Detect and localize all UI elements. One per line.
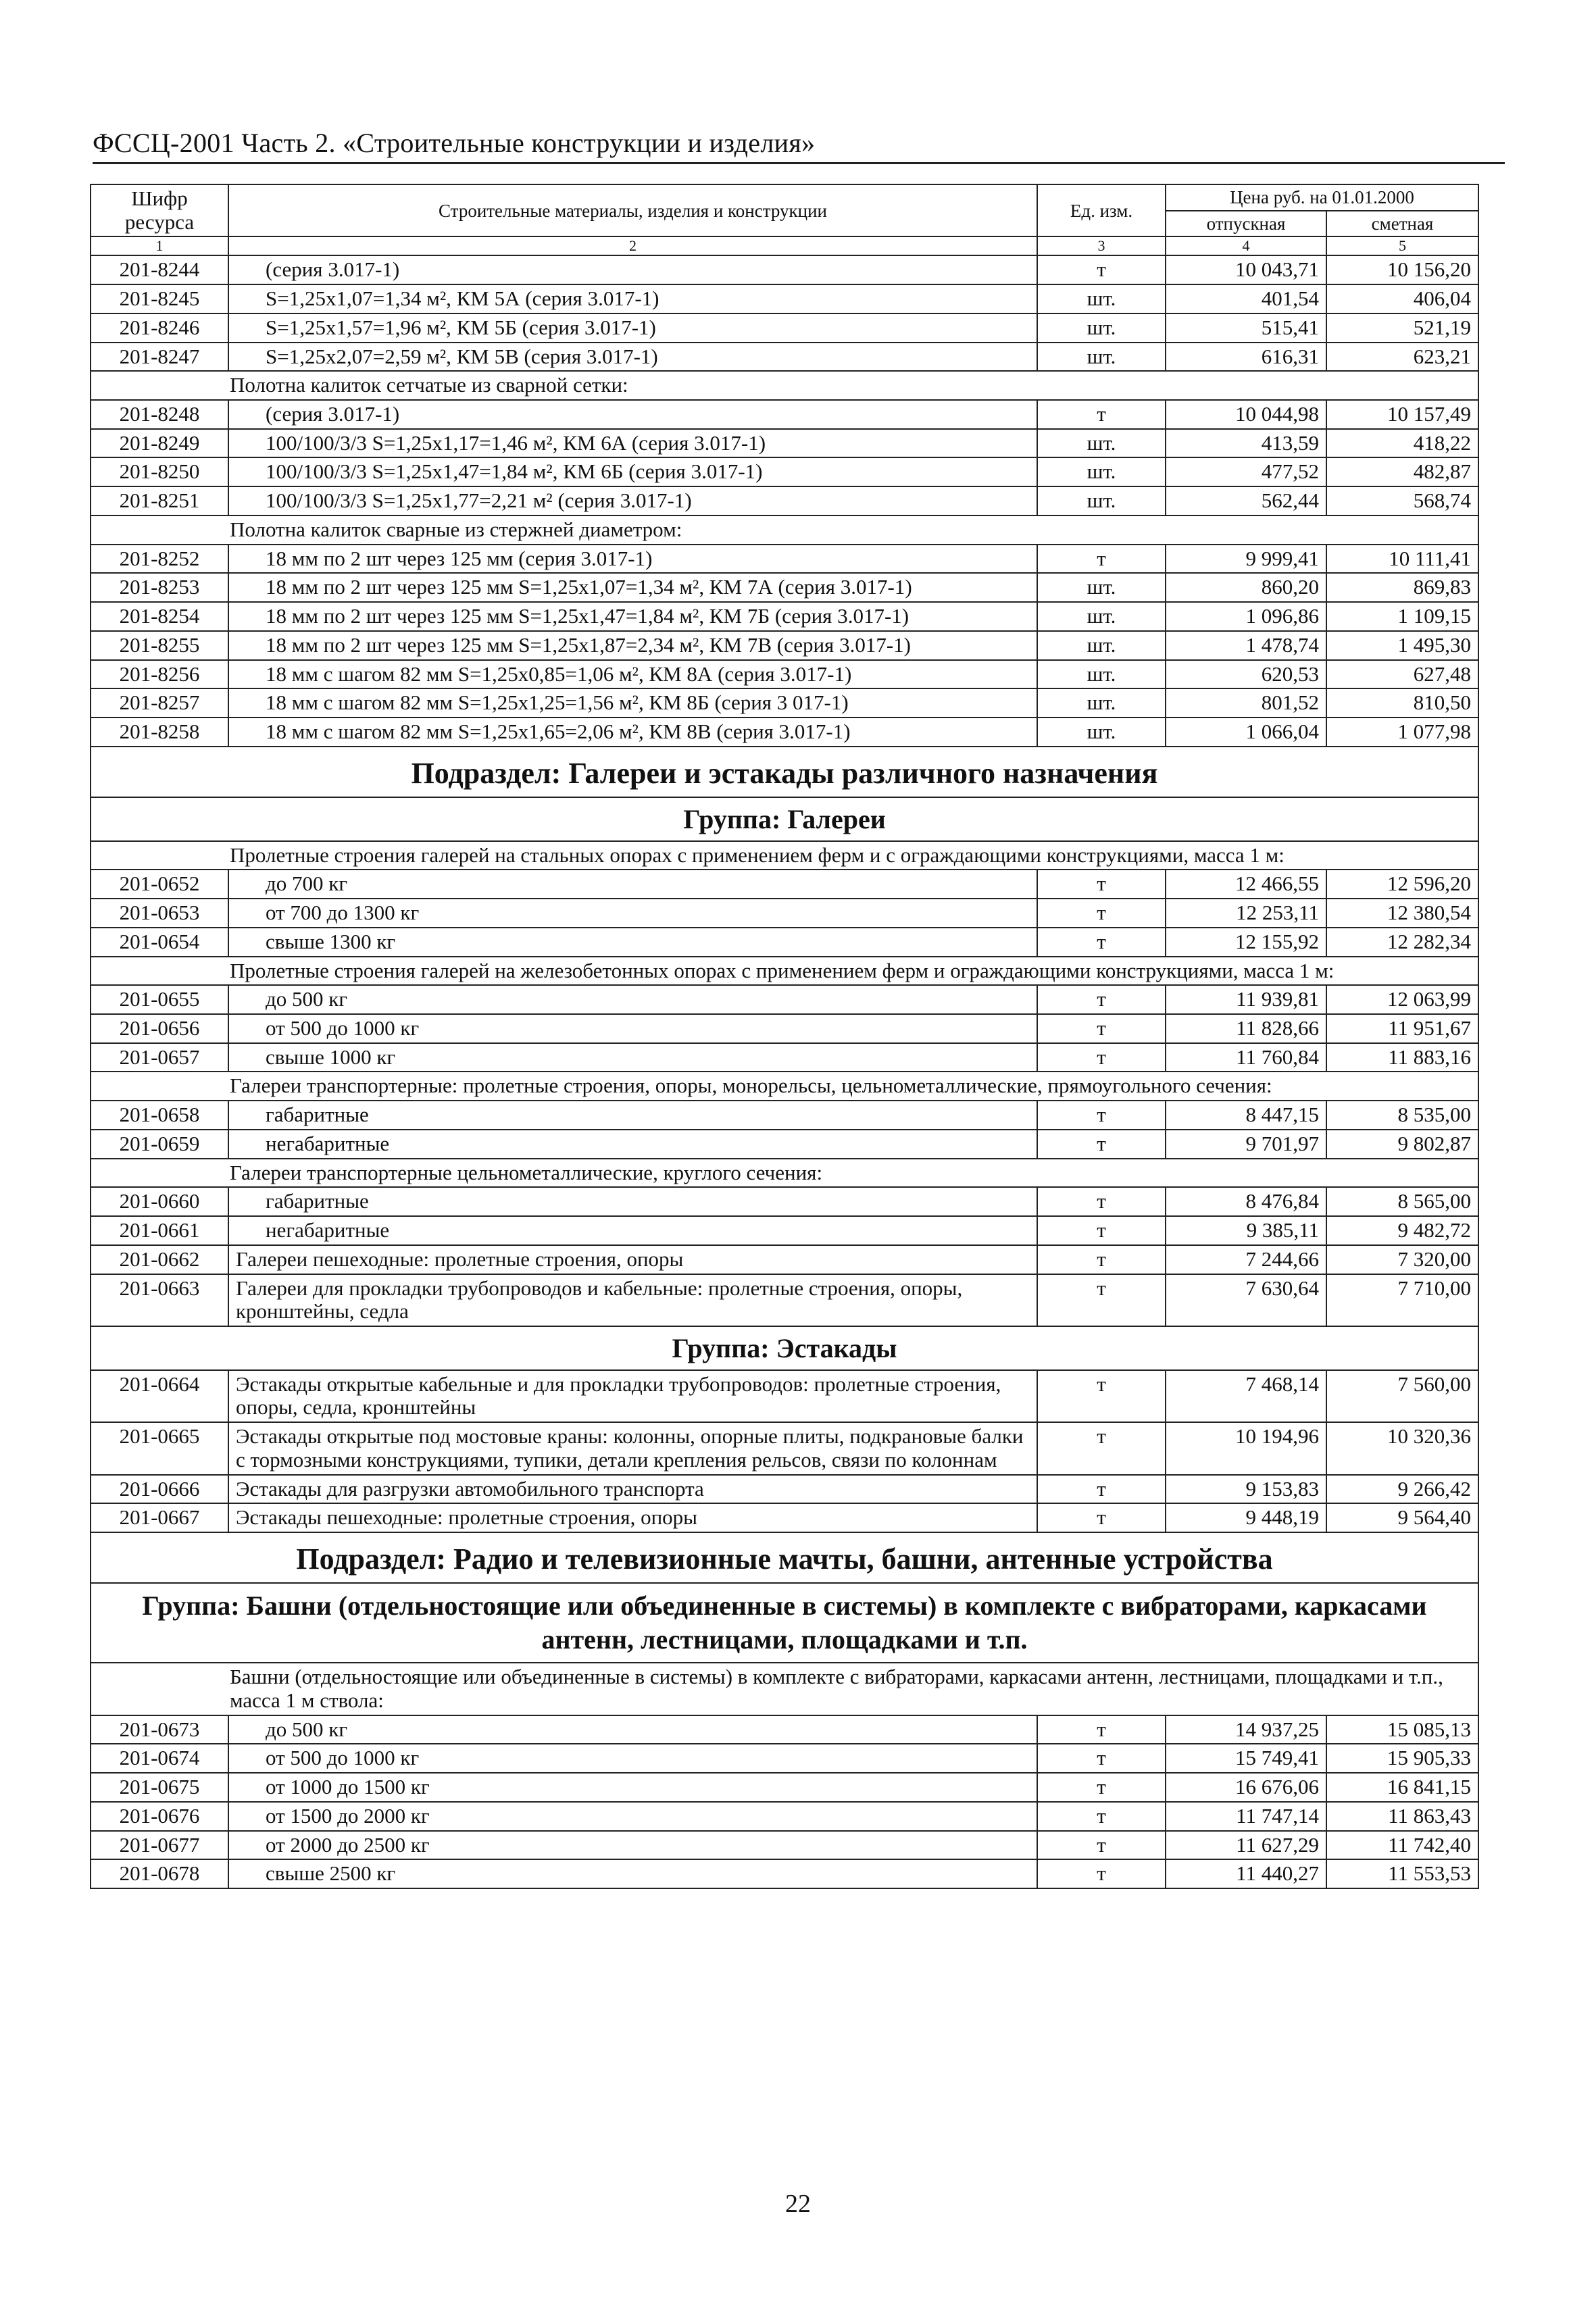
release-price: 1 478,74 [1166, 631, 1326, 660]
resource-code: 201-0655 [91, 985, 228, 1014]
release-price: 477,52 [1166, 457, 1326, 486]
release-price: 15 749,41 [1166, 1744, 1326, 1773]
estimate-price: 7 560,00 [1326, 1370, 1478, 1422]
resource-code: 201-8246 [91, 313, 228, 343]
unit-of-measure: т [1037, 1422, 1166, 1474]
resource-code: 201-0666 [91, 1475, 228, 1504]
resource-code: 201-8256 [91, 660, 228, 689]
item-name: 18 мм по 2 шт через 125 мм (серия 3.017-1) [228, 545, 1037, 574]
group-title: Группа: Галереи [91, 797, 1478, 841]
release-price: 9 448,19 [1166, 1503, 1326, 1532]
table-row [91, 985, 1478, 1014]
item-name: (серия 3.017-1) [228, 255, 1037, 284]
group-title-row [91, 797, 1478, 841]
item-name: 18 мм по 2 шт через 125 мм S=1,25x1,87=2,34 м², КМ 7В (серия 3.017-1) [228, 631, 1037, 660]
release-price: 616,31 [1166, 343, 1326, 372]
resource-code: 201-8257 [91, 688, 228, 718]
resource-code: 201-0652 [91, 870, 228, 899]
unit-of-measure: т [1037, 255, 1166, 284]
estimate-price: 10 156,20 [1326, 255, 1478, 284]
group-title-row [91, 1326, 1478, 1370]
unit-of-measure: т [1037, 1274, 1166, 1326]
item-name: S=1,25x2,07=2,59 м², КМ 5В (серия 3.017-1) [228, 343, 1037, 372]
unit-of-measure: т [1037, 870, 1166, 899]
table-row [91, 1101, 1478, 1130]
table-row [91, 255, 1478, 284]
column-number: 1 [91, 236, 228, 255]
item-name: 100/100/3/3 S=1,25x1,77=2,21 м² (серия 3.017-1) [228, 486, 1037, 515]
estimate-price: 16 841,15 [1326, 1773, 1478, 1802]
group-header-row [91, 841, 1478, 870]
unit-of-measure: т [1037, 1503, 1166, 1532]
release-price: 413,59 [1166, 429, 1326, 458]
item-name: до 700 кг [228, 870, 1037, 899]
estimate-price: 810,50 [1326, 688, 1478, 718]
group-header: Галереи транспортерные: пролетные строения, опоры, монорельсы, цельнометаллические, прямоугольного сечения: [91, 1072, 1478, 1101]
resource-code: 201-0677 [91, 1831, 228, 1860]
header-price: Цена руб. на 01.01.2000 [1166, 184, 1478, 211]
estimate-price: 1 077,98 [1326, 718, 1478, 747]
table-row [91, 1274, 1478, 1326]
unit-of-measure: т [1037, 899, 1166, 928]
table-row [91, 928, 1478, 957]
item-name: (серия 3.017-1) [228, 400, 1037, 429]
table-row [91, 400, 1478, 429]
item-name: 18 мм по 2 шт через 125 мм S=1,25x1,47=1,84 м², КМ 7Б (серия 3.017-1) [228, 602, 1037, 631]
release-price: 9 701,97 [1166, 1130, 1326, 1159]
subsection-row [91, 747, 1478, 797]
unit-of-measure: т [1037, 1744, 1166, 1773]
table-row [91, 602, 1478, 631]
unit-of-measure: шт. [1037, 660, 1166, 689]
item-name: свыше 1300 кг [228, 928, 1037, 957]
header-name: Строительные материалы, изделия и конструкции [228, 184, 1037, 236]
table-row [91, 1370, 1478, 1422]
unit-of-measure: т [1037, 545, 1166, 574]
resource-code: 201-0653 [91, 899, 228, 928]
group-title: Группа: Эстакады [91, 1326, 1478, 1370]
table-row [91, 457, 1478, 486]
header-unit: Ед. изм. [1037, 184, 1166, 236]
group-header: Полотна калиток сетчатые из сварной сетки: [91, 371, 1478, 400]
resource-code: 201-0678 [91, 1859, 228, 1888]
unit-of-measure: шт. [1037, 631, 1166, 660]
item-name: Эстакады открытые кабельные и для прокладки трубопроводов: пролетные строения, опоры, седла, кронштейны [228, 1370, 1037, 1422]
table-row [91, 284, 1478, 313]
release-price: 12 155,92 [1166, 928, 1326, 957]
release-price: 1 066,04 [1166, 718, 1326, 747]
table-row [91, 870, 1478, 899]
release-price: 16 676,06 [1166, 1773, 1326, 1802]
resource-code: 201-8253 [91, 573, 228, 602]
unit-of-measure: шт. [1037, 573, 1166, 602]
unit-of-measure: т [1037, 1245, 1166, 1274]
release-price: 515,41 [1166, 313, 1326, 343]
table-row [91, 1130, 1478, 1159]
table-row [91, 1773, 1478, 1802]
resource-code: 201-0663 [91, 1274, 228, 1326]
unit-of-measure: т [1037, 1859, 1166, 1888]
table-row [91, 573, 1478, 602]
item-name: габаритные [228, 1101, 1037, 1130]
header-code: Шифр ресурса [91, 184, 228, 236]
table-row [91, 545, 1478, 574]
page-header: ФССЦ-2001 Часть 2. «Строительные конструкции и изделия» [93, 128, 816, 158]
unit-of-measure: т [1037, 1014, 1166, 1043]
unit-of-measure: т [1037, 1773, 1166, 1802]
unit-of-measure: шт. [1037, 602, 1166, 631]
resource-code: 201-0658 [91, 1101, 228, 1130]
resource-code: 201-0654 [91, 928, 228, 957]
resource-code: 201-0661 [91, 1216, 228, 1245]
resource-code: 201-0674 [91, 1744, 228, 1773]
release-price: 401,54 [1166, 284, 1326, 313]
group-header-row [91, 515, 1478, 545]
unit-of-measure: шт. [1037, 284, 1166, 313]
unit-of-measure: т [1037, 1187, 1166, 1216]
item-name: негабаритные [228, 1130, 1037, 1159]
unit-of-measure: шт. [1037, 688, 1166, 718]
resource-code: 201-0656 [91, 1014, 228, 1043]
group-header-row [91, 1663, 1478, 1715]
release-price: 7 630,64 [1166, 1274, 1326, 1326]
table-row [91, 718, 1478, 747]
release-price: 562,44 [1166, 486, 1326, 515]
unit-of-measure: шт. [1037, 457, 1166, 486]
estimate-price: 9 564,40 [1326, 1503, 1478, 1532]
table-row [91, 1014, 1478, 1043]
table-row [91, 1245, 1478, 1274]
release-price: 12 466,55 [1166, 870, 1326, 899]
group-header: Пролетные строения галерей на железобетонных опорах с применением ферм и ограждающими конструкциями, масса 1 м: [91, 957, 1478, 986]
item-name: S=1,25x1,07=1,34 м², КМ 5А (серия 3.017-1) [228, 284, 1037, 313]
page-number: 22 [785, 2190, 811, 2218]
item-name: Галереи пешеходные: пролетные строения, опоры [228, 1245, 1037, 1274]
table-row [91, 1859, 1478, 1888]
release-price: 10 044,98 [1166, 400, 1326, 429]
release-price: 8 476,84 [1166, 1187, 1326, 1216]
item-name: от 500 до 1000 кг [228, 1014, 1037, 1043]
unit-of-measure: т [1037, 928, 1166, 957]
release-price: 11 760,84 [1166, 1043, 1326, 1072]
estimate-price: 406,04 [1326, 284, 1478, 313]
item-name: 18 мм с шагом 82 мм S=1,25x1,65=2,06 м², КМ 8В (серия 3.017-1) [228, 718, 1037, 747]
release-price: 7 468,14 [1166, 1370, 1326, 1422]
item-name: Эстакады открытые под мостовые краны: колонны, опорные плиты, подкрановые балки с тормозными конструкциями, тупики, детали крепления рельсов, связи по колоннам [228, 1422, 1037, 1474]
release-price: 9 153,83 [1166, 1475, 1326, 1504]
table-row [91, 1715, 1478, 1744]
resource-code: 201-0664 [91, 1370, 228, 1422]
table-row [91, 1503, 1478, 1532]
subsection-title: Подраздел: Галереи и эстакады различного назначения [91, 747, 1478, 797]
estimate-price: 11 951,67 [1326, 1014, 1478, 1043]
estimate-price: 15 085,13 [1326, 1715, 1478, 1744]
unit-of-measure: шт. [1037, 313, 1166, 343]
unit-of-measure: шт. [1037, 429, 1166, 458]
estimate-price: 12 063,99 [1326, 985, 1478, 1014]
estimate-price: 11 742,40 [1326, 1831, 1478, 1860]
resource-code: 201-8250 [91, 457, 228, 486]
unit-of-measure: шт. [1037, 718, 1166, 747]
unit-of-measure: т [1037, 400, 1166, 429]
item-name: свыше 2500 кг [228, 1859, 1037, 1888]
release-price: 12 253,11 [1166, 899, 1326, 928]
resource-code: 201-0673 [91, 1715, 228, 1744]
resource-code: 201-8249 [91, 429, 228, 458]
resource-code: 201-0665 [91, 1422, 228, 1474]
estimate-price: 521,19 [1326, 313, 1478, 343]
table-body [91, 255, 1478, 1888]
group-header: Полотна калиток сварные из стержней диаметром: [91, 515, 1478, 545]
release-price: 14 937,25 [1166, 1715, 1326, 1744]
item-name: 100/100/3/3 S=1,25x1,47=1,84 м², КМ 6Б (серия 3.017-1) [228, 457, 1037, 486]
group-title: Группа: Башни (отдельностоящие или объединенные в системы) в комплекте с вибраторами, каркасами антенн, лестницами, площадками и т.п. [91, 1583, 1478, 1663]
table-row [91, 631, 1478, 660]
item-name: Галереи для прокладки трубопроводов и кабельные: пролетные строения, опоры, кронштейны, седла [228, 1274, 1037, 1326]
resource-code: 201-0662 [91, 1245, 228, 1274]
estimate-price: 12 380,54 [1326, 899, 1478, 928]
estimate-price: 8 535,00 [1326, 1101, 1478, 1130]
item-name: свыше 1000 кг [228, 1043, 1037, 1072]
table-row [91, 313, 1478, 343]
resource-code: 201-0676 [91, 1802, 228, 1831]
estimate-price: 627,48 [1326, 660, 1478, 689]
price-table [90, 184, 1479, 1889]
estimate-price: 12 282,34 [1326, 928, 1478, 957]
header-estimate-price: сметная [1326, 211, 1478, 237]
estimate-price: 10 320,36 [1326, 1422, 1478, 1474]
estimate-price: 11 883,16 [1326, 1043, 1478, 1072]
item-name: Эстакады для разгрузки автомобильного транспорта [228, 1475, 1037, 1504]
item-name: от 2000 до 2500 кг [228, 1831, 1037, 1860]
unit-of-measure: шт. [1037, 343, 1166, 372]
release-price: 11 939,81 [1166, 985, 1326, 1014]
release-price: 801,52 [1166, 688, 1326, 718]
group-header: Пролетные строения галерей на стальных опорах с применением ферм и с ограждающими конструкциями, масса 1 м: [91, 841, 1478, 870]
release-price: 8 447,15 [1166, 1101, 1326, 1130]
resource-code: 201-0675 [91, 1773, 228, 1802]
item-name: негабаритные [228, 1216, 1037, 1245]
release-price: 1 096,86 [1166, 602, 1326, 631]
estimate-price: 7 320,00 [1326, 1245, 1478, 1274]
item-name: габаритные [228, 1187, 1037, 1216]
estimate-price: 1 495,30 [1326, 631, 1478, 660]
release-price: 10 194,96 [1166, 1422, 1326, 1474]
item-name: от 1500 до 2000 кг [228, 1802, 1037, 1831]
table-row [91, 1475, 1478, 1504]
subsection-row [91, 1532, 1478, 1583]
release-price: 10 043,71 [1166, 255, 1326, 284]
estimate-price: 10 111,41 [1326, 545, 1478, 574]
group-header-row [91, 371, 1478, 400]
unit-of-measure: т [1037, 1101, 1166, 1130]
release-price: 9 385,11 [1166, 1216, 1326, 1245]
unit-of-measure: т [1037, 1715, 1166, 1744]
estimate-price: 15 905,33 [1326, 1744, 1478, 1773]
resource-code: 201-8245 [91, 284, 228, 313]
estimate-price: 8 565,00 [1326, 1187, 1478, 1216]
estimate-price: 12 596,20 [1326, 870, 1478, 899]
header-release-price: отпускная [1166, 211, 1326, 237]
group-header-row [91, 1159, 1478, 1188]
table-row [91, 899, 1478, 928]
resource-code: 201-8247 [91, 343, 228, 372]
item-name: до 500 кг [228, 985, 1037, 1014]
table-row [91, 1187, 1478, 1216]
estimate-price: 568,74 [1326, 486, 1478, 515]
unit-of-measure: т [1037, 985, 1166, 1014]
resource-code: 201-0657 [91, 1043, 228, 1072]
group-header: Галереи транспортерные цельнометаллические, круглого сечения: [91, 1159, 1478, 1188]
unit-of-measure: шт. [1037, 486, 1166, 515]
estimate-price: 482,87 [1326, 457, 1478, 486]
estimate-price: 869,83 [1326, 573, 1478, 602]
column-number: 3 [1037, 236, 1166, 255]
table-row [91, 1831, 1478, 1860]
resource-code: 201-8252 [91, 545, 228, 574]
item-name: 18 мм с шагом 82 мм S=1,25x0,85=1,06 м², КМ 8А (серия 3.017-1) [228, 660, 1037, 689]
estimate-price: 623,21 [1326, 343, 1478, 372]
table-row [91, 1043, 1478, 1072]
item-name: от 1000 до 1500 кг [228, 1773, 1037, 1802]
item-name: до 500 кг [228, 1715, 1037, 1744]
unit-of-measure: т [1037, 1831, 1166, 1860]
table-row [91, 1802, 1478, 1831]
resource-code: 201-0660 [91, 1187, 228, 1216]
estimate-price: 7 710,00 [1326, 1274, 1478, 1326]
estimate-price: 418,22 [1326, 429, 1478, 458]
estimate-price: 11 553,53 [1326, 1859, 1478, 1888]
table-row [91, 1216, 1478, 1245]
unit-of-measure: т [1037, 1043, 1166, 1072]
table-row [91, 688, 1478, 718]
subsection-title: Подраздел: Радио и телевизионные мачты, башни, антенные устройства [91, 1532, 1478, 1583]
group-header-row [91, 957, 1478, 986]
release-price: 11 627,29 [1166, 1831, 1326, 1860]
unit-of-measure: т [1037, 1802, 1166, 1831]
resource-code: 201-8255 [91, 631, 228, 660]
item-name: 100/100/3/3 S=1,25x1,17=1,46 м², КМ 6А (серия 3.017-1) [228, 429, 1037, 458]
item-name: от 700 до 1300 кг [228, 899, 1037, 928]
estimate-price: 1 109,15 [1326, 602, 1478, 631]
column-number: 4 [1166, 236, 1326, 255]
unit-of-measure: т [1037, 1216, 1166, 1245]
estimate-price: 10 157,49 [1326, 400, 1478, 429]
group-header: Башни (отдельностоящие или объединенные в системы) в комплекте с вибраторами, каркасами антенн, лестницами, площадками и т.п., масса 1 м ствола: [91, 1663, 1478, 1715]
resource-code: 201-0659 [91, 1130, 228, 1159]
release-price: 9 999,41 [1166, 545, 1326, 574]
item-name: 18 мм с шагом 82 мм S=1,25x1,25=1,56 м², КМ 8Б (серия 3 017-1) [228, 688, 1037, 718]
item-name: S=1,25x1,57=1,96 м², КМ 5Б (серия 3.017-1) [228, 313, 1037, 343]
header-rule [93, 162, 1505, 164]
release-price: 11 747,14 [1166, 1802, 1326, 1831]
resource-code: 201-8254 [91, 602, 228, 631]
table-row [91, 660, 1478, 689]
resource-code: 201-8251 [91, 486, 228, 515]
table-row [91, 343, 1478, 372]
estimate-price: 9 266,42 [1326, 1475, 1478, 1504]
group-title-row [91, 1583, 1478, 1663]
release-price: 11 440,27 [1166, 1859, 1326, 1888]
table-row [91, 1744, 1478, 1773]
unit-of-measure: т [1037, 1370, 1166, 1422]
resource-code: 201-0667 [91, 1503, 228, 1532]
item-name: от 500 до 1000 кг [228, 1744, 1037, 1773]
table-row [91, 486, 1478, 515]
resource-code: 201-8258 [91, 718, 228, 747]
column-number: 2 [228, 236, 1037, 255]
unit-of-measure: т [1037, 1130, 1166, 1159]
unit-of-measure: т [1037, 1475, 1166, 1504]
column-number: 5 [1326, 236, 1478, 255]
estimate-price: 9 482,72 [1326, 1216, 1478, 1245]
item-name: 18 мм по 2 шт через 125 мм S=1,25x1,07=1,34 м², КМ 7А (серия 3.017-1) [228, 573, 1037, 602]
resource-code: 201-8244 [91, 255, 228, 284]
release-price: 7 244,66 [1166, 1245, 1326, 1274]
table-row [91, 1422, 1478, 1474]
estimate-price: 11 863,43 [1326, 1802, 1478, 1831]
release-price: 620,53 [1166, 660, 1326, 689]
release-price: 11 828,66 [1166, 1014, 1326, 1043]
resource-code: 201-8248 [91, 400, 228, 429]
item-name: Эстакады пешеходные: пролетные строения, опоры [228, 1503, 1037, 1532]
group-header-row [91, 1072, 1478, 1101]
release-price: 860,20 [1166, 573, 1326, 602]
estimate-price: 9 802,87 [1326, 1130, 1478, 1159]
table-row [91, 429, 1478, 458]
